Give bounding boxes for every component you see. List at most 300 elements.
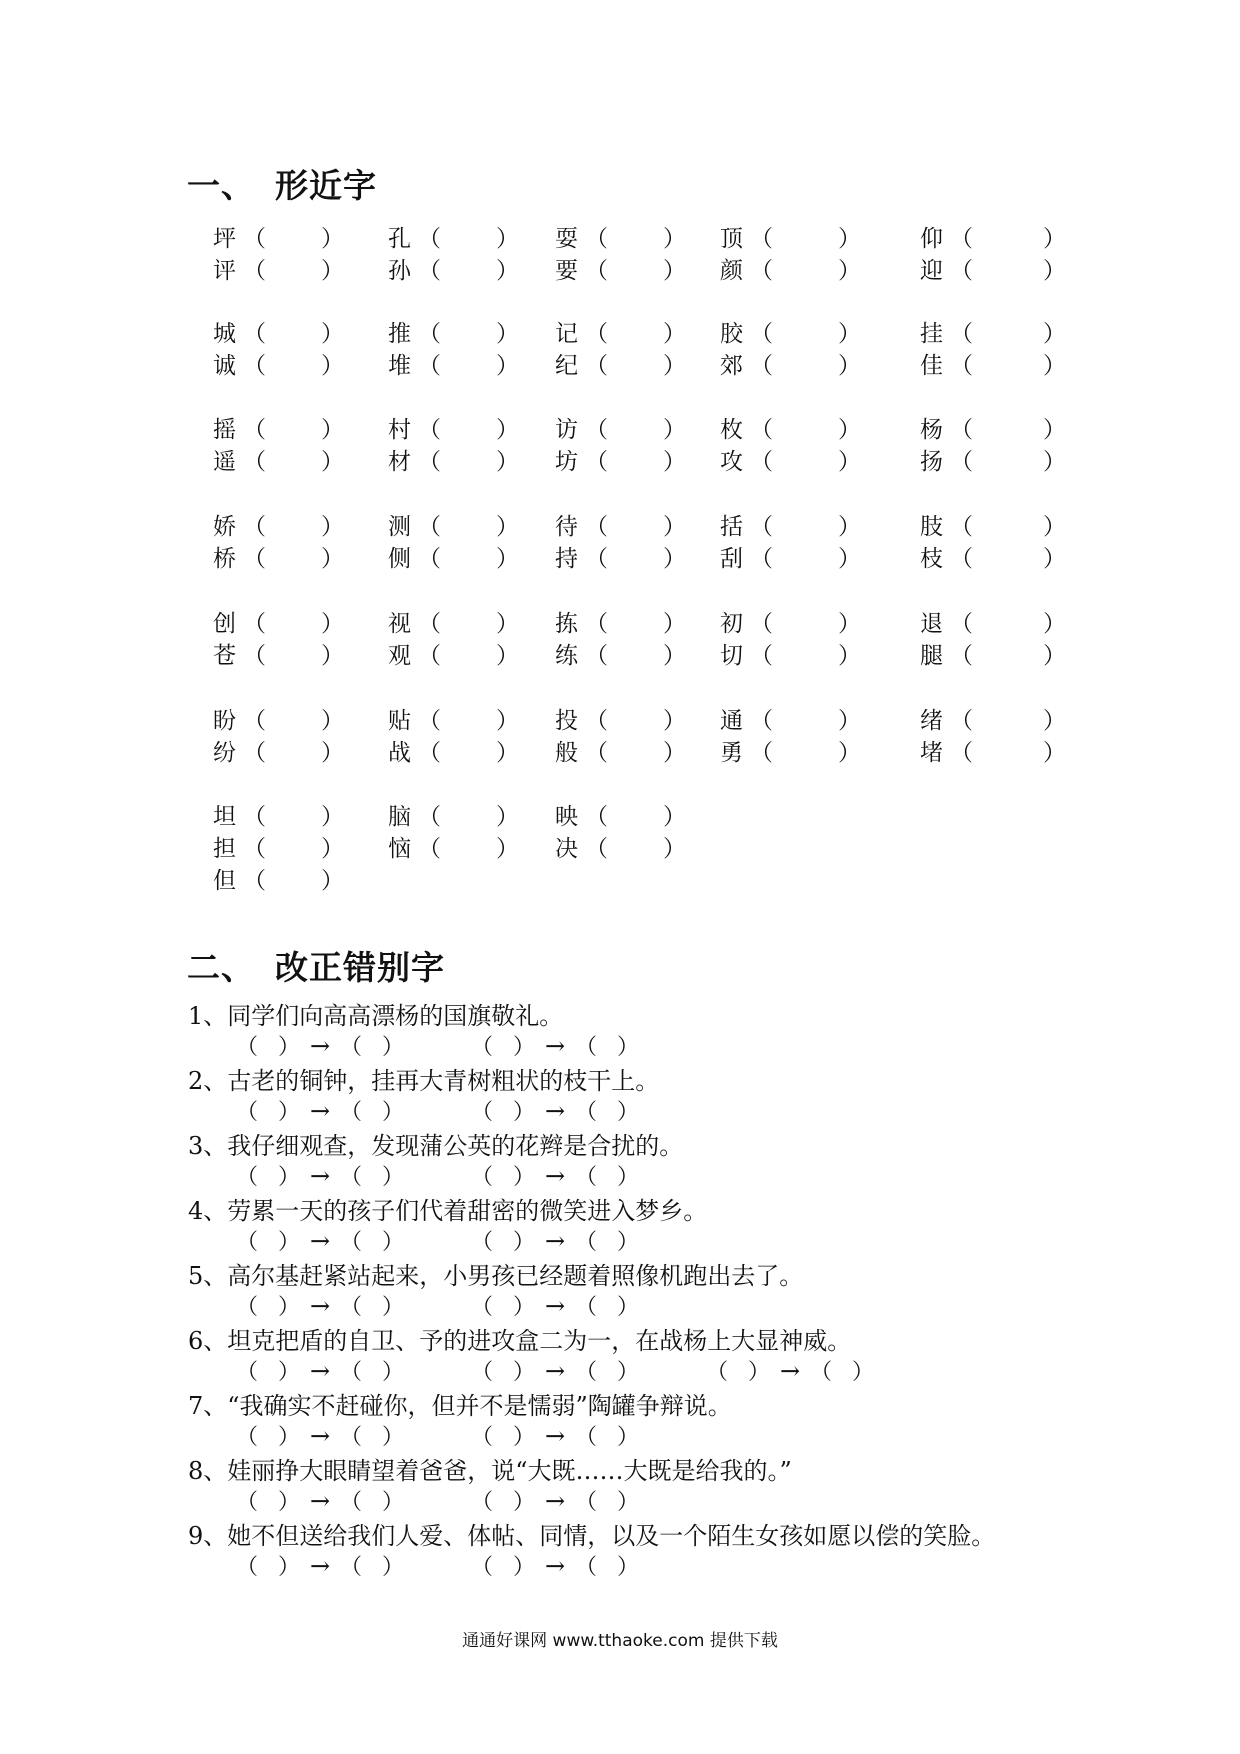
close-paren: ）: [278, 1230, 301, 1255]
char-row: [0, 637, 1240, 669]
close-paren: ）: [663, 321, 686, 347]
char-item: [213, 605, 344, 638]
open-paren: （: [243, 449, 266, 475]
char-item: [720, 252, 861, 285]
close-paren: ）: [663, 836, 686, 862]
char-item: [920, 605, 1066, 638]
close-paren: ）: [838, 643, 861, 669]
open-paren: （: [236, 1230, 259, 1255]
arrow-icon: →: [309, 1552, 331, 1580]
char-row: [0, 443, 1240, 475]
char-row: [0, 540, 1240, 572]
sentence: 4、劳累一天的孩子们代着甜密的微笑进入梦乡。: [188, 1197, 708, 1225]
open-paren: （: [418, 546, 441, 572]
open-paren: （: [575, 1100, 598, 1125]
open-paren: （: [471, 1035, 494, 1060]
correction-pair: [471, 1550, 639, 1581]
char-item: [555, 540, 686, 573]
char-item: [720, 411, 861, 444]
open-paren: （: [243, 611, 266, 637]
char-item: [555, 605, 686, 638]
open-paren: （: [585, 226, 608, 252]
char-item: [213, 252, 344, 285]
char-item: [213, 830, 344, 863]
char-item: [555, 734, 686, 767]
close-paren: ）: [1043, 708, 1066, 734]
open-paren: （: [950, 417, 973, 443]
close-paren: ）: [663, 514, 686, 540]
open-paren: （: [340, 1295, 363, 1320]
arrow-icon: →: [309, 1292, 331, 1320]
correction-pair: [236, 1355, 404, 1386]
correction-pair: [471, 1290, 639, 1321]
close-paren: ）: [321, 353, 344, 379]
char-item: [720, 443, 861, 476]
close-paren: ）: [617, 1490, 640, 1515]
character: 城: [213, 321, 236, 347]
character: 括: [720, 514, 743, 540]
arrow-icon: →: [309, 1227, 331, 1255]
close-paren: ）: [1043, 514, 1066, 540]
close-paren: ）: [496, 804, 519, 830]
open-paren: （: [340, 1165, 363, 1190]
correction-answer-row: [236, 1485, 1136, 1515]
close-paren: ）: [1043, 611, 1066, 637]
open-paren: （: [585, 353, 608, 379]
open-paren: （: [585, 643, 608, 669]
arrow-icon: →: [309, 1097, 331, 1125]
open-paren: （: [243, 353, 266, 379]
close-paren: ）: [663, 740, 686, 766]
close-paren: ）: [838, 708, 861, 734]
close-paren: ）: [321, 514, 344, 540]
close-paren: ）: [278, 1490, 301, 1515]
close-paren: ）: [321, 836, 344, 862]
char-item: [720, 315, 861, 348]
sentence: 1、同学们向高高漂杨的国旗敬礼。: [188, 1002, 564, 1030]
arrow-icon: →: [544, 1162, 566, 1190]
close-paren: ）: [663, 449, 686, 475]
open-paren: （: [585, 321, 608, 347]
arrow-icon: →: [544, 1032, 566, 1060]
character: 待: [555, 514, 578, 540]
open-paren: （: [471, 1360, 494, 1385]
open-paren: （: [750, 321, 773, 347]
arrow-icon: →: [544, 1357, 566, 1385]
character: 苍: [213, 643, 236, 669]
correction-pair: [236, 1550, 404, 1581]
char-item: [720, 508, 861, 541]
char-item: [388, 798, 519, 831]
open-paren: （: [750, 643, 773, 669]
correction-pair: [236, 1420, 404, 1451]
open-paren: （: [418, 611, 441, 637]
arrow-icon: →: [544, 1552, 566, 1580]
open-paren: （: [243, 708, 266, 734]
character: 迎: [920, 258, 943, 284]
character: 绪: [920, 708, 943, 734]
char-item: [388, 605, 519, 638]
open-paren: （: [575, 1490, 598, 1515]
correction-pair: [706, 1355, 874, 1386]
open-paren: （: [243, 868, 266, 894]
character: 杨: [920, 417, 943, 443]
open-paren: （: [575, 1425, 598, 1450]
char-item: [388, 734, 519, 767]
character: 决: [555, 836, 578, 862]
open-paren: （: [243, 417, 266, 443]
sentence: 3、我仔细观查，发现蒲公英的花辫是合扰的。: [188, 1132, 684, 1160]
close-paren: ）: [663, 804, 686, 830]
character: 村: [388, 417, 411, 443]
close-paren: ）: [496, 417, 519, 443]
character: 颜: [720, 258, 743, 284]
close-paren: ）: [321, 708, 344, 734]
close-paren: ）: [617, 1230, 640, 1255]
character: 观: [388, 643, 411, 669]
open-paren: （: [236, 1490, 259, 1515]
open-paren: （: [750, 258, 773, 284]
char-item: [555, 637, 686, 670]
open-paren: （: [750, 226, 773, 252]
close-paren: ）: [321, 449, 344, 475]
character: 持: [555, 546, 578, 572]
character: 耍: [555, 226, 578, 252]
open-paren: （: [575, 1360, 598, 1385]
character: 要: [555, 258, 578, 284]
close-paren: ）: [748, 1360, 771, 1385]
char-item: [213, 411, 344, 444]
open-paren: （: [585, 258, 608, 284]
correction-pair: [236, 1160, 404, 1191]
correction-pair: [471, 1160, 639, 1191]
close-paren: ）: [321, 546, 344, 572]
character: 刮: [720, 546, 743, 572]
close-paren: ）: [617, 1555, 640, 1580]
char-item: [720, 734, 861, 767]
character: 扬: [920, 449, 943, 475]
character: 诚: [213, 353, 236, 379]
open-paren: （: [575, 1165, 598, 1190]
open-paren: （: [585, 740, 608, 766]
close-paren: ）: [1043, 353, 1066, 379]
correction-answer-row: [236, 1095, 1136, 1125]
close-paren: ）: [1043, 226, 1066, 252]
correction-pair: [471, 1420, 639, 1451]
close-paren: ）: [382, 1490, 405, 1515]
close-paren: ）: [496, 258, 519, 284]
char-item: [555, 220, 686, 253]
character: 切: [720, 643, 743, 669]
char-item: [920, 315, 1066, 348]
character: 投: [555, 708, 578, 734]
open-paren: （: [243, 804, 266, 830]
close-paren: ）: [663, 611, 686, 637]
close-paren: ）: [496, 353, 519, 379]
open-paren: （: [750, 514, 773, 540]
open-paren: （: [750, 417, 773, 443]
open-paren: （: [585, 708, 608, 734]
char-item: [555, 411, 686, 444]
character: 测: [388, 514, 411, 540]
close-paren: ）: [617, 1425, 640, 1450]
character: 遥: [213, 449, 236, 475]
char-item: [920, 637, 1066, 670]
character: 攻: [720, 449, 743, 475]
char-item: [213, 347, 344, 380]
open-paren: （: [585, 449, 608, 475]
close-paren: ）: [838, 353, 861, 379]
char-item: [555, 508, 686, 541]
open-paren: （: [340, 1100, 363, 1125]
sentence: 9、她不但送给我们人爱、体帖、同情，以及一个陌生女孩如愿以偿的笑脸。: [188, 1522, 996, 1550]
char-item: [213, 443, 344, 476]
open-paren: （: [471, 1230, 494, 1255]
open-paren: （: [471, 1100, 494, 1125]
close-paren: ）: [838, 740, 861, 766]
open-paren: （: [585, 546, 608, 572]
close-paren: ）: [496, 708, 519, 734]
arrow-icon: →: [309, 1162, 331, 1190]
close-paren: ）: [321, 321, 344, 347]
open-paren: （: [418, 836, 441, 862]
open-paren: （: [418, 417, 441, 443]
close-paren: ）: [496, 449, 519, 475]
char-item: [388, 637, 519, 670]
close-paren: ）: [1043, 546, 1066, 572]
close-paren: ）: [382, 1555, 405, 1580]
close-paren: ）: [617, 1295, 640, 1320]
open-paren: （: [340, 1425, 363, 1450]
close-paren: ）: [321, 226, 344, 252]
close-paren: ）: [321, 417, 344, 443]
character: 堵: [920, 740, 943, 766]
open-paren: （: [950, 740, 973, 766]
open-paren: （: [340, 1555, 363, 1580]
section1-number: 一、: [187, 166, 255, 205]
open-paren: （: [243, 321, 266, 347]
character: 仰: [920, 226, 943, 252]
char-row: [0, 734, 1240, 766]
close-paren: ）: [278, 1295, 301, 1320]
open-paren: （: [575, 1035, 598, 1060]
character: 坊: [555, 449, 578, 475]
open-paren: （: [243, 643, 266, 669]
character: 孔: [388, 226, 411, 252]
char-item: [213, 540, 344, 573]
character: 挂: [920, 321, 943, 347]
character: 娇: [213, 514, 236, 540]
correction-pair: [236, 1485, 404, 1516]
close-paren: ）: [382, 1425, 405, 1450]
char-item: [213, 862, 344, 895]
char-item: [920, 252, 1066, 285]
open-paren: （: [340, 1490, 363, 1515]
char-item: [555, 443, 686, 476]
character: 评: [213, 258, 236, 284]
close-paren: ）: [1043, 417, 1066, 443]
section2-number: 二、: [187, 948, 255, 987]
close-paren: ）: [513, 1035, 536, 1060]
char-item: [213, 508, 344, 541]
character: 佳: [920, 353, 943, 379]
open-paren: （: [750, 740, 773, 766]
character: 孙: [388, 258, 411, 284]
open-paren: （: [418, 226, 441, 252]
open-paren: （: [418, 708, 441, 734]
close-paren: ）: [1043, 449, 1066, 475]
close-paren: ）: [382, 1295, 405, 1320]
char-item: [720, 220, 861, 253]
close-paren: ）: [838, 611, 861, 637]
arrow-icon: →: [544, 1422, 566, 1450]
open-paren: （: [243, 514, 266, 540]
char-item: [213, 798, 344, 831]
footer-credit: 通通好课网 www.tthaoke.com 提供下载: [462, 1631, 778, 1651]
char-item: [213, 315, 344, 348]
character: 退: [920, 611, 943, 637]
char-row: [0, 702, 1240, 734]
character: 般: [555, 740, 578, 766]
char-item: [388, 702, 519, 735]
char-item: [720, 702, 861, 735]
close-paren: ）: [852, 1360, 875, 1385]
open-paren: （: [585, 417, 608, 443]
close-paren: ）: [513, 1230, 536, 1255]
arrow-icon: →: [544, 1227, 566, 1255]
close-paren: ）: [496, 514, 519, 540]
character: 创: [213, 611, 236, 637]
sentence: 6、坦克把盾的自卫、予的进攻盒二为一，在战杨上大显神威。: [188, 1327, 852, 1355]
close-paren: ）: [1043, 321, 1066, 347]
character: 脑: [388, 804, 411, 830]
char-item: [555, 798, 686, 831]
character: 纷: [213, 740, 236, 766]
open-paren: （: [950, 708, 973, 734]
char-item: [388, 220, 519, 253]
close-paren: ）: [278, 1165, 301, 1190]
close-paren: ）: [278, 1035, 301, 1060]
open-paren: （: [418, 740, 441, 766]
close-paren: ）: [496, 546, 519, 572]
correction-answer-row: [236, 1550, 1136, 1580]
close-paren: ）: [513, 1360, 536, 1385]
char-item: [920, 443, 1066, 476]
char-item: [920, 220, 1066, 253]
close-paren: ）: [513, 1295, 536, 1320]
char-item: [720, 540, 861, 573]
sentence: 7、“我确实不赶碰你，但并不是懦弱”陶罐争辩说。: [188, 1392, 732, 1420]
character: 推: [388, 321, 411, 347]
character: 枝: [920, 546, 943, 572]
close-paren: ）: [321, 868, 344, 894]
char-row: [0, 798, 1240, 830]
open-paren: （: [340, 1035, 363, 1060]
correction-answer-row: [236, 1290, 1136, 1320]
close-paren: ）: [838, 226, 861, 252]
open-paren: （: [950, 449, 973, 475]
sentence: 2、古老的铜钟，挂再大青树粗状的枝干上。: [188, 1067, 660, 1095]
character: 但: [213, 868, 236, 894]
close-paren: ）: [382, 1035, 405, 1060]
character: 战: [388, 740, 411, 766]
char-item: [720, 605, 861, 638]
correction-answer-row: [236, 1030, 1136, 1060]
correction-answer-row: [236, 1225, 1136, 1255]
open-paren: （: [418, 258, 441, 284]
char-item: [920, 508, 1066, 541]
close-paren: ）: [663, 417, 686, 443]
close-paren: ）: [663, 546, 686, 572]
open-paren: （: [471, 1295, 494, 1320]
open-paren: （: [750, 546, 773, 572]
char-item: [920, 540, 1066, 573]
char-item: [213, 734, 344, 767]
char-item: [555, 702, 686, 735]
char-item: [213, 220, 344, 253]
open-paren: （: [950, 611, 973, 637]
character: 初: [720, 611, 743, 637]
open-paren: （: [575, 1295, 598, 1320]
close-paren: ）: [382, 1360, 405, 1385]
open-paren: （: [236, 1100, 259, 1125]
close-paren: ）: [1043, 258, 1066, 284]
arrow-icon: →: [309, 1032, 331, 1060]
character: 郊: [720, 353, 743, 379]
open-paren: （: [236, 1555, 259, 1580]
close-paren: ）: [1043, 643, 1066, 669]
close-paren: ）: [278, 1555, 301, 1580]
close-paren: ）: [321, 611, 344, 637]
character: 拣: [555, 611, 578, 637]
close-paren: ）: [838, 258, 861, 284]
open-paren: （: [418, 804, 441, 830]
close-paren: ）: [1043, 740, 1066, 766]
close-paren: ）: [321, 643, 344, 669]
close-paren: ）: [321, 740, 344, 766]
character: 担: [213, 836, 236, 862]
close-paren: ）: [496, 643, 519, 669]
open-paren: （: [750, 449, 773, 475]
char-row: [0, 315, 1240, 347]
open-paren: （: [243, 258, 266, 284]
arrow-icon: →: [309, 1357, 331, 1385]
open-paren: （: [585, 804, 608, 830]
char-item: [388, 830, 519, 863]
close-paren: ）: [663, 258, 686, 284]
char-item: [388, 252, 519, 285]
char-item: [388, 540, 519, 573]
correction-pair: [236, 1030, 404, 1061]
character: 通: [720, 708, 743, 734]
character: 盼: [213, 708, 236, 734]
close-paren: ）: [513, 1555, 536, 1580]
close-paren: ）: [617, 1165, 640, 1190]
char-item: [213, 637, 344, 670]
open-paren: （: [340, 1230, 363, 1255]
open-paren: （: [418, 353, 441, 379]
close-paren: ）: [321, 804, 344, 830]
correction-pair: [471, 1355, 639, 1386]
char-item: [388, 443, 519, 476]
open-paren: （: [243, 836, 266, 862]
character: 访: [555, 417, 578, 443]
character: 纪: [555, 353, 578, 379]
char-item: [388, 411, 519, 444]
close-paren: ）: [513, 1165, 536, 1190]
open-paren: （: [810, 1360, 833, 1385]
arrow-icon: →: [779, 1357, 801, 1385]
